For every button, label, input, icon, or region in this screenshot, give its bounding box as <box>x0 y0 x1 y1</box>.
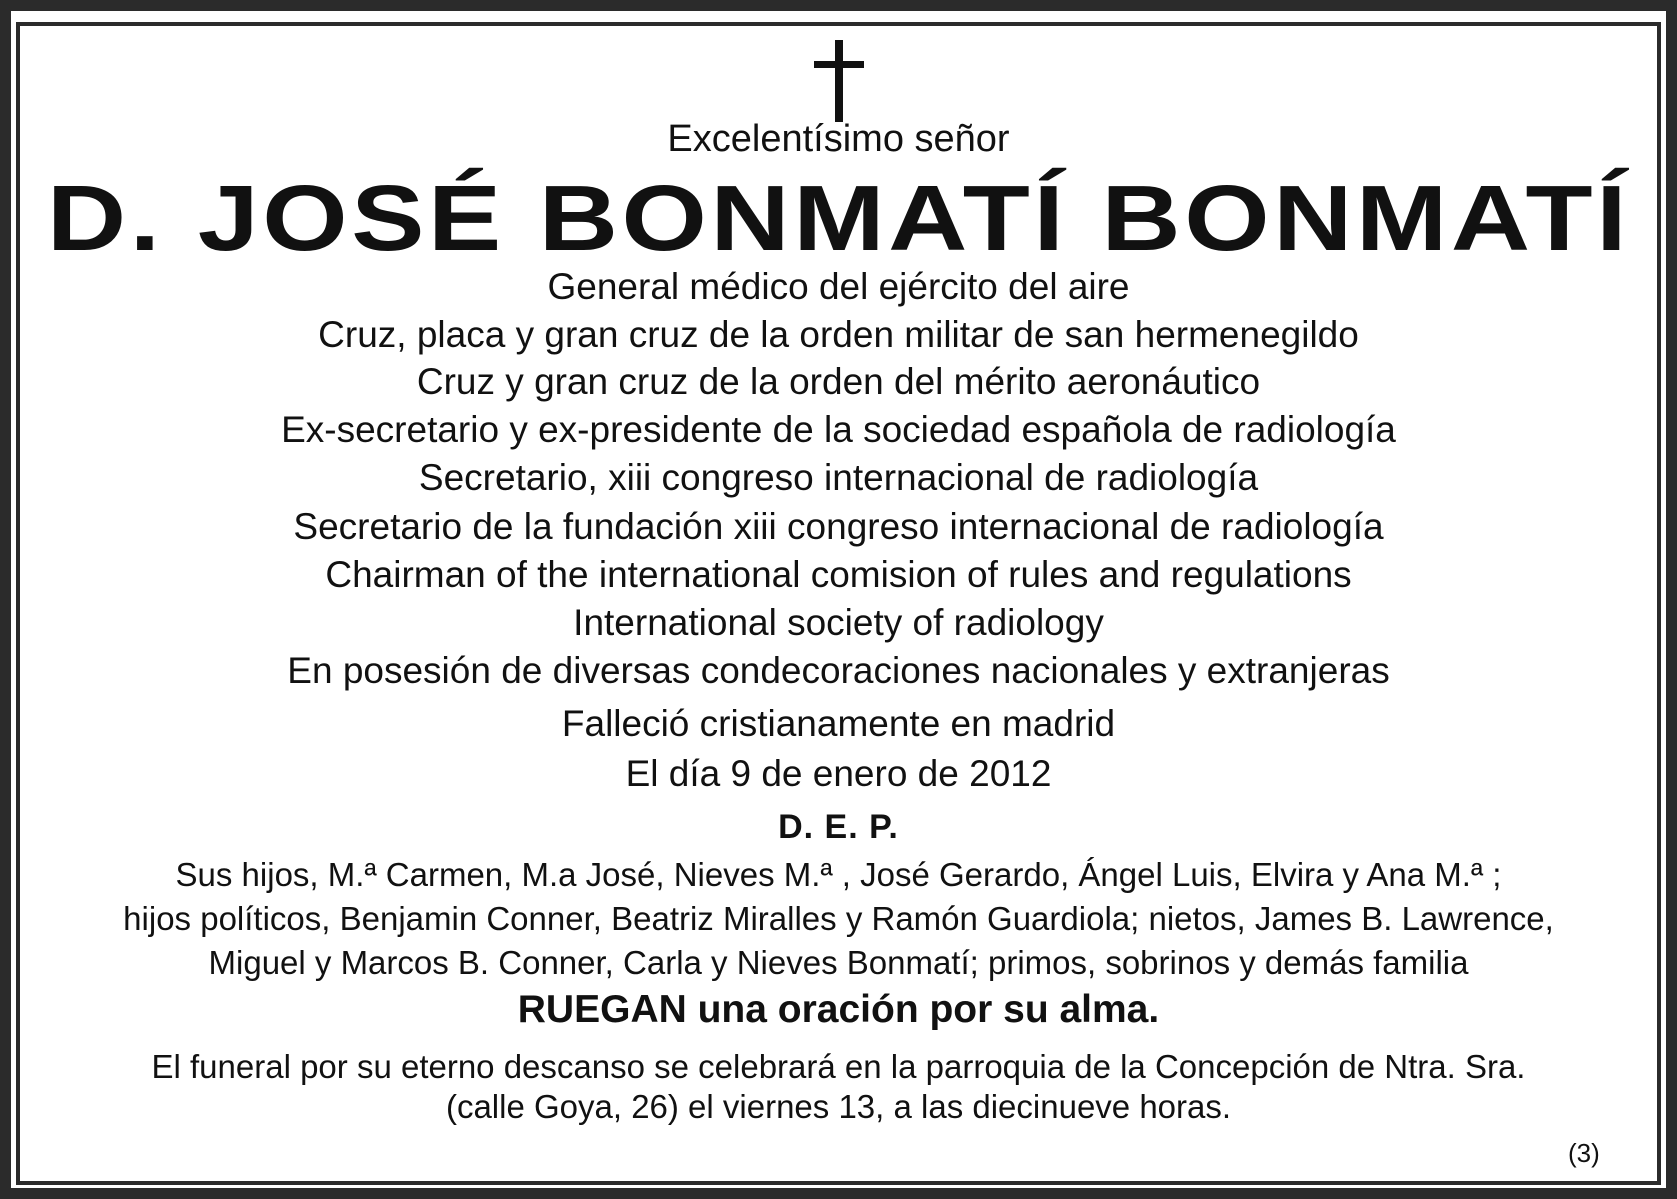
death-place: Falleció cristianamente en madrid <box>561 703 1116 744</box>
title-line: Secretario, xiii congreso internacional de radiología <box>418 457 1259 498</box>
title-line: International society of radiology <box>573 602 1104 643</box>
reference-number: (3) <box>1568 1138 1600 1168</box>
death-date: El día 9 de enero de 2012 <box>625 753 1052 794</box>
title-line: Ex-secretario y ex-presidente de la sociedad española de radiología <box>281 409 1396 450</box>
title-line: Secretario de la fundación xiii congreso internacional de radiología <box>293 506 1384 547</box>
title-line: Cruz y gran cruz de la orden del mérito aeronáutico <box>416 361 1261 402</box>
funeral-line: (calle Goya, 26) el viernes 13, a las diecinueve horas. <box>445 1088 1232 1125</box>
family-line: hijos políticos, Benjamin Conner, Beatriz Miralles y Ramón Guardiola; nietos, James B. Lawrence, <box>123 900 1554 937</box>
cross-icon <box>814 40 864 122</box>
prayer-request: RUEGAN una oración por su alma. <box>517 988 1160 1031</box>
title-line: General médico del ejército del aire <box>547 266 1130 307</box>
honorific: Excelentísimo señor <box>667 118 1010 160</box>
deceased-name: D. JOSÉ BONMATÍ BONMATÍ <box>46 166 1631 270</box>
title-line: Cruz, placa y gran cruz de la orden militar de san hermenegildo <box>318 314 1359 355</box>
family-line: Miguel y Marcos B. Conner, Carla y Nieves Bonmatí; primos, sobrinos y demás familia <box>208 944 1469 981</box>
funeral-line: El funeral por su eterno descanso se celebrará en la parroquia de la Concepción de Ntra. Sra. <box>151 1048 1526 1085</box>
title-line: Chairman of the international comision of rules and regulations <box>325 554 1352 595</box>
dep-heading: D. E. P. <box>778 808 899 846</box>
family-line: Sus hijos, M.ª Carmen, M.a José, Nieves M.ª , José Gerardo, Ángel Luis, Elvira y Ana M.ª ; <box>175 856 1502 893</box>
title-line: En posesión de diversas condecoraciones nacionales y extranjeras <box>287 650 1390 691</box>
